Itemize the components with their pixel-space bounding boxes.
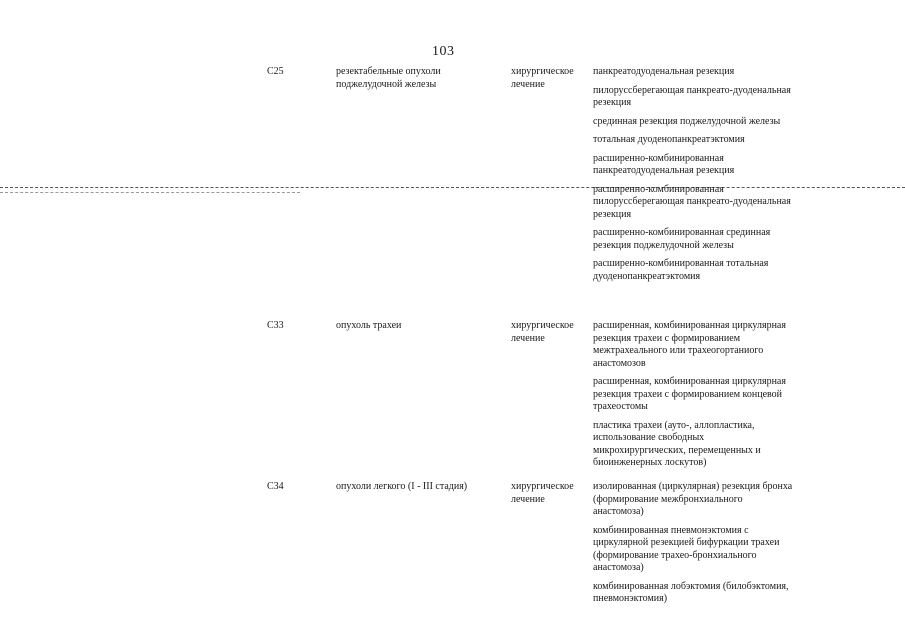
method-item: пластика трахеи (ауто-, аллопластика, использование свободных микрохирургических, перемещенных и биоинженерных лоскутов) xyxy=(593,419,761,468)
treatment-type: хирургическое лечение xyxy=(511,66,574,90)
method-item: расширенно-комбинированная срединная резекция поджелудочной железы xyxy=(593,227,771,251)
method-item: панкреатодуоденальная резекция xyxy=(593,66,735,77)
method-item: расширенная, комбинированная циркулярная резекция трахеи с формированием межтрахеального или трахеогортаниого анастомозов xyxy=(593,320,786,369)
method-item: пилоруссберегающая панкреато-дуоденальная резекция xyxy=(593,84,791,108)
diagnosis-text: опухоль трахеи xyxy=(336,320,402,331)
method-item: расширенно-комбинированная панкреатодуоденальная резекция xyxy=(593,152,735,176)
method-item: расширенная, комбинированная циркулярная резекция трахеи с формированием концевой трахеостомы xyxy=(593,376,786,412)
diagnosis-code: C25 xyxy=(267,66,284,77)
diagnosis-code: C33 xyxy=(267,320,284,331)
method-item: расширенно-комбинированная пилоруссберегающая панкреато-дуоденальная резекция xyxy=(593,183,791,220)
treatment-type: хирургическое лечение xyxy=(511,481,574,505)
treatment-methods xyxy=(593,481,793,612)
diagnosis-code: C34 xyxy=(267,481,284,492)
treatment-methods xyxy=(593,66,793,289)
scan-artifact-line-faint xyxy=(0,192,300,193)
treatment-type: хирургическое лечение xyxy=(511,320,574,344)
page-number: 103 xyxy=(432,44,455,59)
diagnosis-text: опухоли легкого (I - III стадия) xyxy=(336,481,468,492)
method-item: расширенно-комбинированная тотальная дуоденопанкреатэктомия xyxy=(593,258,769,282)
method-item: тотальная дуоденопанкреатэктомия xyxy=(593,134,745,145)
method-item: изолированная (циркулярная) резекция бронха (формирование межбронхиального анастомоза) xyxy=(593,481,793,517)
method-item: срединная резекция поджелудочной железы xyxy=(593,115,781,127)
diagnosis-text: резектабельные опухоли поджелудочной железы xyxy=(336,66,441,90)
treatment-methods xyxy=(593,320,793,476)
method-item: комбинированная лобэктомия (билобэктомия, пневмонэктомия) xyxy=(593,580,789,604)
method-item: комбинированная пневмонэктомия с циркулярной резекцией бифуркации трахеи (формирование трахео-бронхиального анастомоза) xyxy=(593,524,780,573)
